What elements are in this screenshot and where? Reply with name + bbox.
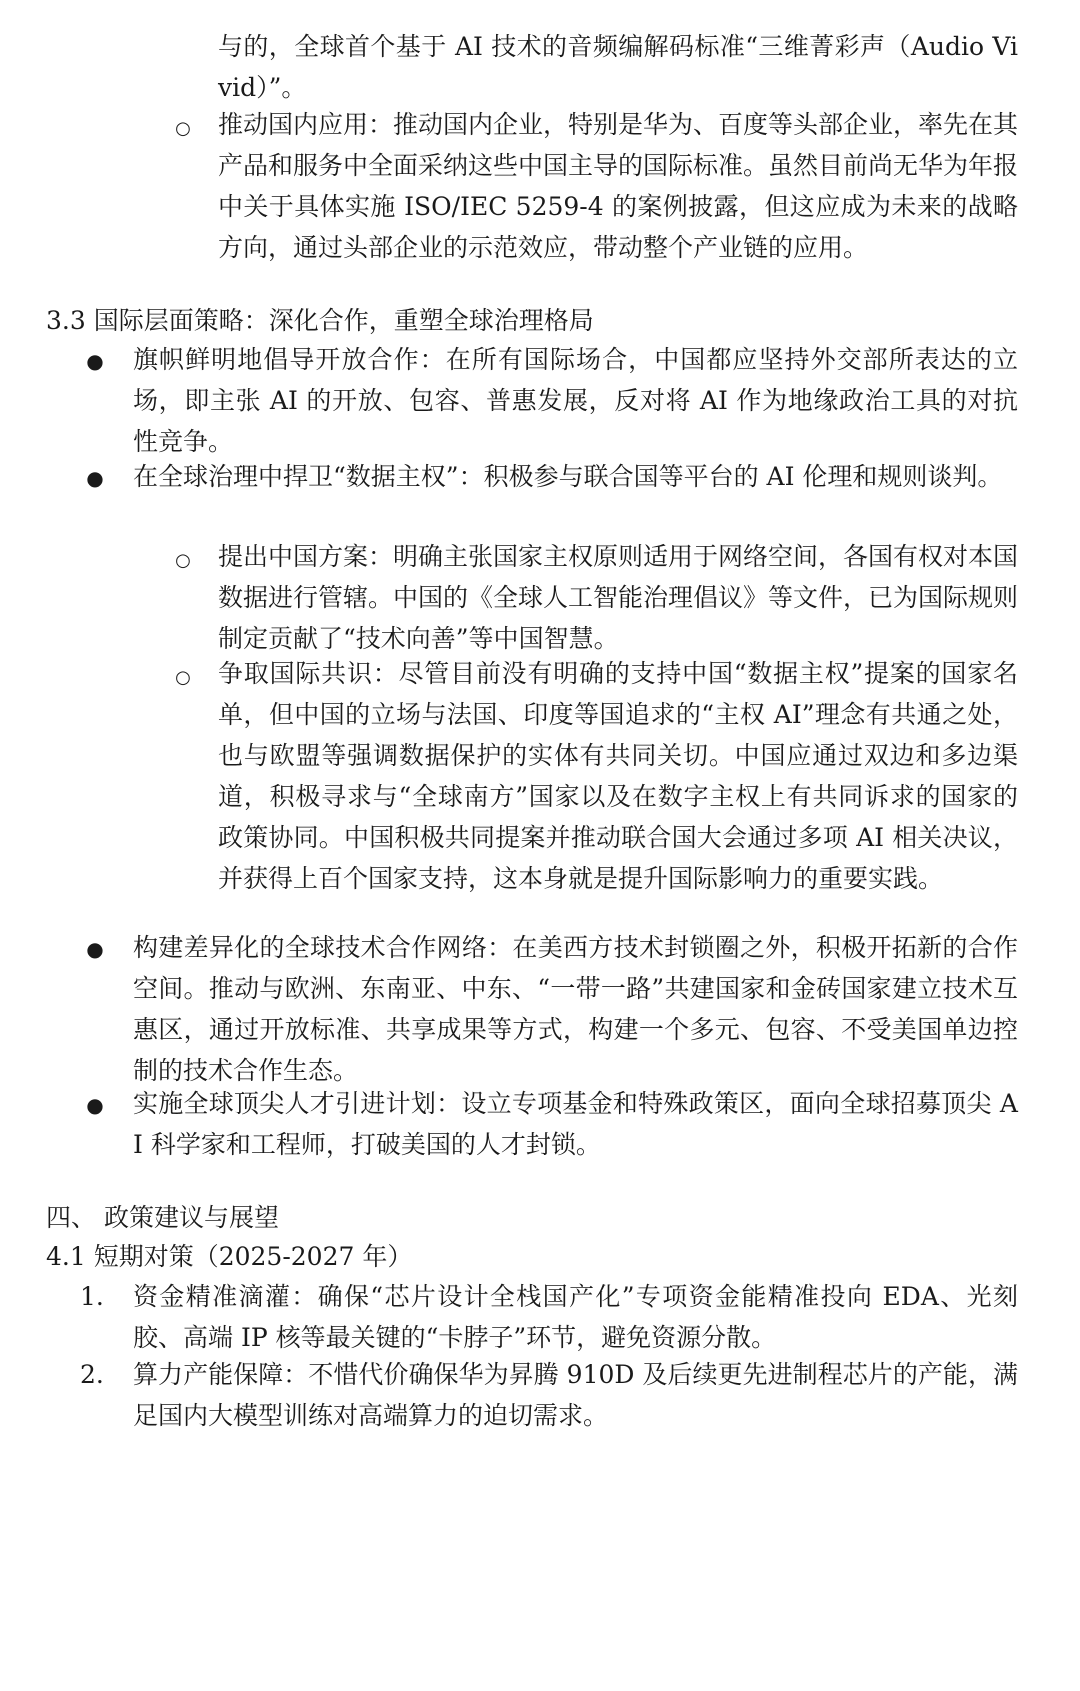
hollow-circle-bullet-icon: ○ [175,118,191,139]
filled-bullet-icon: ● [86,937,104,961]
audio-vivid-continuation: 与的，全球首个基于 AI 技术的音频编解码标准“三维菁彩声（Audio Vivid）”。 [218,32,1018,102]
domestic-application-item: 推动国内应用：推动国内企业，特别是华为、百度等头部企业，率先在其产品和服务中全面采纳这些中国主导的国际标准。虽然目前尚无华为年报中关于具体实施 ISO/IEC 5259-4 的案例披露，但这应成为未来的战略方向，通过头部企业的示范效应，带动整个产业链的应用。 [218,110,1019,262]
open-cooperation-item: 旗帜鲜明地倡导开放合作：在所有国际场合，中国都应坚持外交部所表达的立场，即主张 AI 的开放、包容、普惠发展，反对将 AI 作为地缘政治工具的对抗性竞争。 [133,345,1018,456]
data-sovereignty-item: 在全球治理中捍卫“数据主权”：积极参与联合国等平台的 AI 伦理和规则谈判。 [133,462,1003,491]
china-proposal-item: 提出中国方案：明确主张国家主权原则适用于网络空间，各国有权对本国数据进行管辖。中国的《全球人工智能治理倡议》等文件，已为国际规则制定贡献了“技术向善”等中国智慧。 [218,542,1019,653]
compute-capacity-item: 算力产能保障：不惜代价确保华为昇腾 910D 及后续更先进制程芯片的产能，满足国内大模型训练对高端算力的迫切需求。 [133,1360,1018,1430]
section-heading-3-3: 3.3 国际层面策略：深化合作，重塑全球治理格局 [46,306,594,335]
tech-cooperation-network-item: 构建差异化的全球技术合作网络：在美西方技术封锁圈之外，积极开拓新的合作空间。推动与欧洲、东南亚、中东、“一带一路”共建国家和金砖国家建立技术互惠区，通过开放标准、共享成果等方式，构建一个多元、包容、不受美国单边控制的技术合作生态。 [133,933,1018,1085]
talent-program-item: 实施全球顶尖人才引进计划：设立专项基金和特殊政策区，面向全球招募顶尖 AI 科学家和工程师，打破美国的人才封锁。 [133,1089,1018,1159]
hollow-circle-bullet-icon: ○ [175,550,191,571]
chapter-heading-4: 四、 政策建议与展望 [46,1203,279,1232]
filled-bullet-icon: ● [86,1093,104,1117]
hollow-circle-bullet-icon: ○ [175,667,191,688]
section-heading-4-1: 4.1 短期对策（2025-2027 年） [46,1242,413,1271]
funding-item: 资金精准滴灌：确保“芯片设计全栈国产化”专项资金能精准投向 EDA、光刻胶、高端 IP 核等最关键的“卡脖子”环节，避免资源分散。 [133,1282,1018,1352]
filled-bullet-icon: ● [86,466,104,490]
filled-bullet-icon: ● [86,349,104,373]
international-consensus-item: 争取国际共识：尽管目前没有明确的支持中国“数据主权”提案的国家名单，但中国的立场与法国、印度等国追求的“主权 AI”理念有共通之处，也与欧盟等强调数据保护的实体有共同关切。中国应通过双边和多边渠道，积极寻求与“全球南方”国家以及在数字主权上有共同诉求的国家的政策协同。中国积极共同提案并推动联合国大会通过多项 AI 相关决议，并获得上百个国家支持，这本身就是提升国际影响力的重要实践。 [218,659,1018,893]
list-number-1: 1. [80,1282,104,1311]
list-number-2: 2. [80,1360,104,1389]
